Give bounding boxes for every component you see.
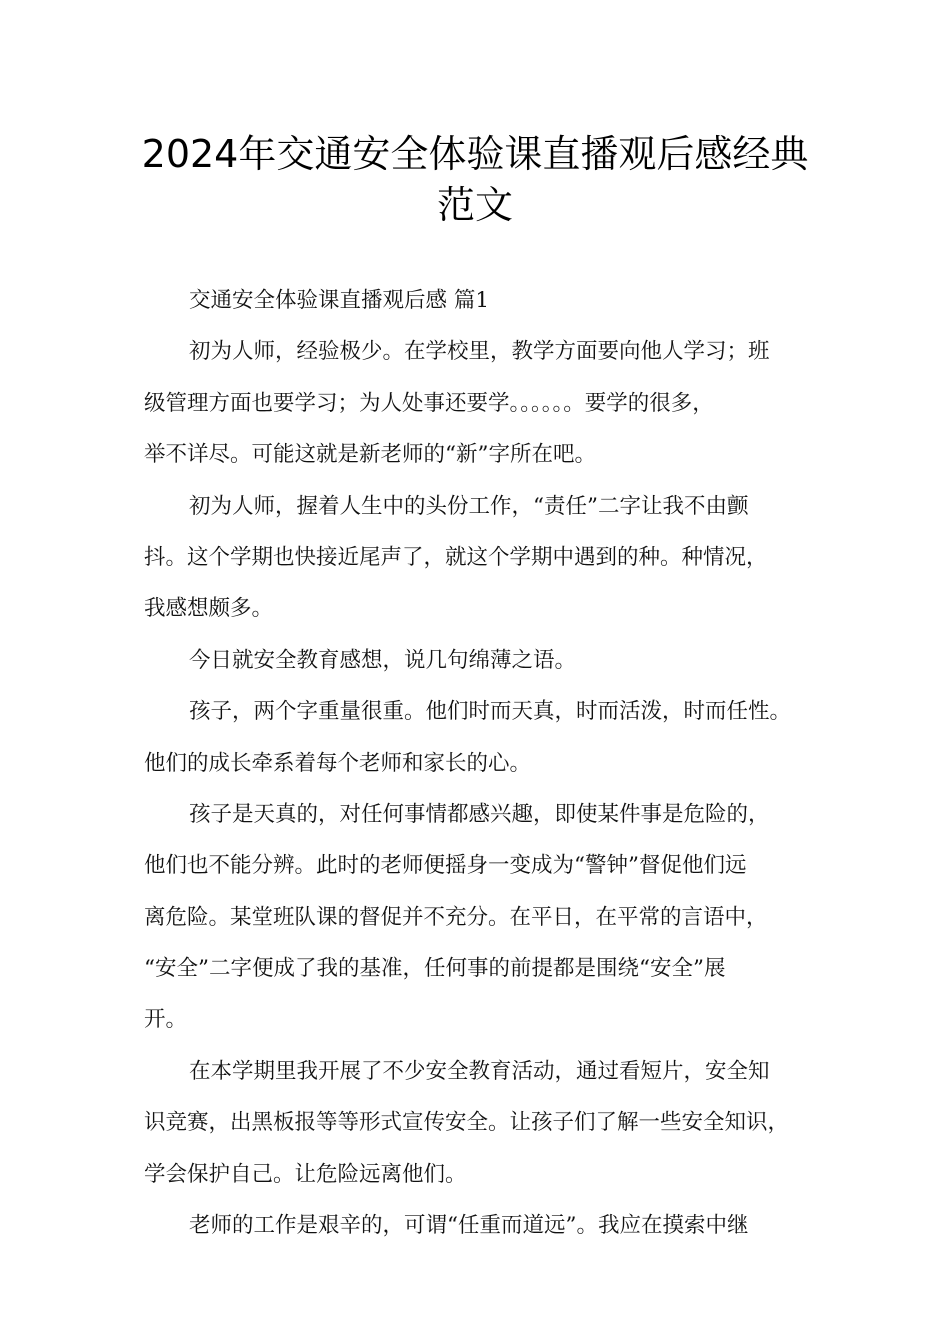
body-line: 级管理方面也要学习；为人处事还要学。。。。。。要学的很多， [144, 390, 714, 416]
body-line: 他们的成长牵系着每个老师和家长的心。 [144, 750, 532, 776]
body-line: 开。 [144, 1007, 188, 1033]
body-line: 孩子是天真的，对任何事情都感兴趣，即使某件事是危险的， [189, 801, 770, 827]
body-line: 老师的工作是艰辛的，可谓“任重而道远”。我应在摸索中继 [189, 1213, 749, 1239]
body-line: 在本学期里我开展了不少安全教育活动，通过看短片，安全知 [189, 1058, 770, 1084]
body-line: 初为人师，经验极少。在学校里，教学方面要向他人学习；班 [189, 339, 770, 365]
body-line: 抖。这个学期也快接近尾声了，就这个学期中遇到的种。种情况， [144, 544, 768, 570]
body-line: 我感想颇多。 [144, 596, 274, 622]
document-body [144, 282, 844, 1258]
body-line: 学会保护自己。让危险远离他们。 [144, 1161, 467, 1187]
body-line: 初为人师，握着人生中的头份工作，“责任”二字让我不由颤 [189, 493, 749, 519]
body-line: 今日就安全教育感想，说几句绵薄之语。 [189, 647, 577, 673]
body-line: 孩子，两个字重量很重。他们时而天真，时而活泼，时而任性。 [189, 699, 792, 725]
body-line: 识竞赛，出黑板报等等形式宣传安全。让孩子们了解一些安全知识， [144, 1110, 790, 1136]
document-title-line-2: 范文 [436, 183, 513, 227]
body-line: 他们也不能分辨。此时的老师便摇身一变成为“警钟”督促他们远 [144, 853, 747, 879]
document-title-line-1: 2024年交通安全体验课直播观后感经典 [141, 132, 809, 176]
body-line: 离危险。某堂班队课的督促并不充分。在平日，在平常的言语中， [144, 904, 768, 930]
body-line: 举不详尽。可能这就是新老师的“新”字所在吧。 [144, 442, 596, 468]
body-line: 交通安全体验课直播观后感 篇1 [189, 288, 490, 313]
body-line: “安全”二字便成了我的基准，任何事的前提都是围绕“安全”展 [144, 956, 726, 982]
